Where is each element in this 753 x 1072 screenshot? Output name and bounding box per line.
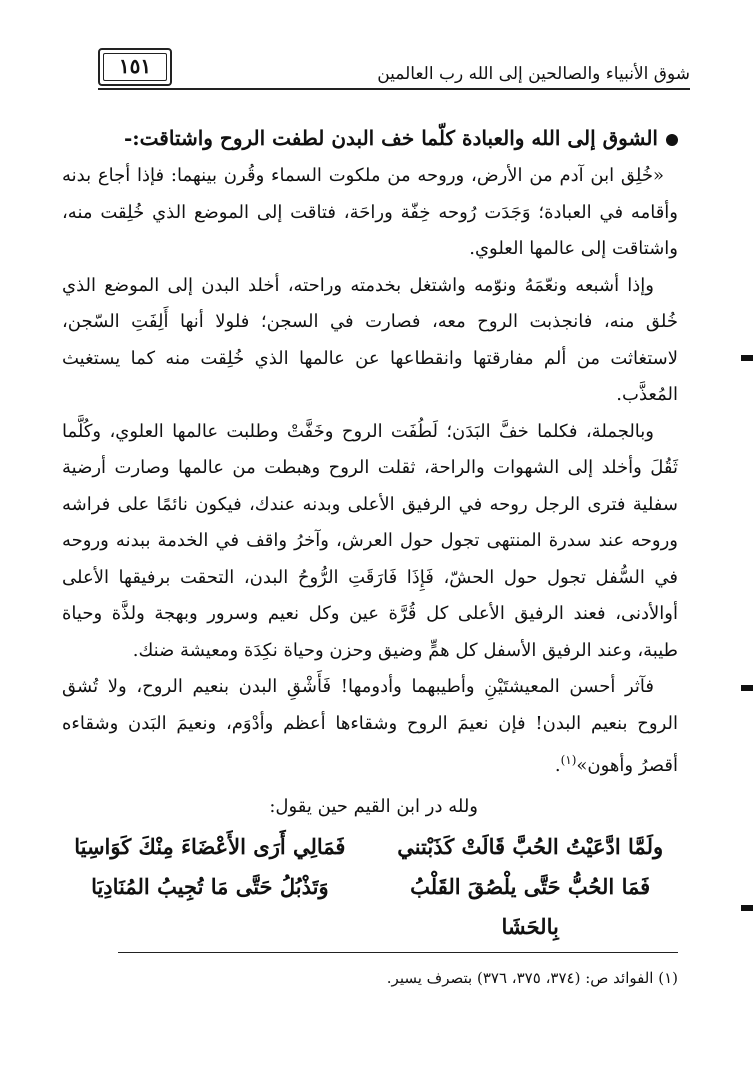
paragraph-text: فآثر أحسن المعيشتَيْنِ وأطيبهما وأدومها! فَأَشْقِ البدن بنعيم الروح، ولا تُشق الروح بنعيم البدن! فإن نعيمَ الروح وشقاءها أعظم وأدْوَم، ونعيمَ البَدن وشقاءه أقصرُ وأهون»: [62, 676, 678, 776]
section-heading: [62, 120, 678, 156]
poem-intro: ولله در ابن القيم حين يقول:: [269, 795, 478, 817]
verse-first-hemistich: ولَمَّا ادَّعَيْتُ الحُبَّ قَالَتْ كَذَبْتني: [397, 833, 664, 859]
verse-second-hemistich: فَمَالِي أَرَى الأَعْضَاءَ مِنْكَ كَوَاسِيَا: [74, 833, 346, 859]
margin-mark: [741, 905, 753, 911]
paragraph: وإذا أشبعه ونعّمَهُ ونوّمه واشتغل بخدمته وراحته، أخلد البدن إلى الموضع الذي خُلق منه، فانجذبت الروح معه، فصارت في السجن؛ فلولا أنها أَلِفَتِ السّجن، لاستغاثت من ألم مفارقتها وانقطاعها عن عالمها الذي خُلِقت منه كما يستغيث المُعذَّب.: [62, 274, 678, 405]
page-number: ١٥١: [118, 54, 152, 78]
verse-second-hemistich: وَتَذْبُلُ حَتَّى مَا تُجِيبُ المُنَادِيَا: [91, 873, 329, 899]
running-title: شوق الأنبياء والصالحين إلى الله رب العالمين: [377, 64, 690, 84]
verse-first-hemistich: فَمَا الحُبُّ حَتَّى يلْصُقَ القَلْبُ بِالحَشَا: [410, 873, 651, 939]
poem-verse: [62, 867, 678, 947]
page-number-frame: [98, 48, 172, 86]
poem: [62, 827, 678, 947]
main-text: [62, 120, 678, 947]
page-header: [80, 38, 690, 108]
footnote-divider: [118, 952, 678, 953]
bullet-icon: [666, 134, 678, 146]
header-divider: [98, 88, 690, 90]
footnote-reference[interactable]: (١): [560, 753, 577, 767]
poem-verse: [62, 827, 678, 867]
paragraph: فآثر أحسن المعيشتَيْنِ وأطيبهما وأدومها! فَأَشْقِ البدن بنعيم الروح، ولا تُشق الروح بنعيم البدن! فإن نعيمَ الروح وشقاءها أعظم وأدْوَم، ونعيمَ البَدن وشقاءه أقصرُ وأهون»$^{(١)}$.: [62, 676, 678, 776]
margin-mark: [741, 685, 753, 691]
paragraph: وبالجملة، فكلما خفَّ البَدَن؛ لَطُفَت الروح وخَفَّتْ وطلبت عالمها العلوي، وكُلَّما ثَقُلَ وأخلد إلى الشهوات والراحة، ثقلت الروح وهبطت من عالمها وصارت أرضية سفلية فترى الرجل روحه في الرفيق الأعلى وبدنه عندك، فيكون نائمًا على فراشه وروحه عند سدرة المنتهى تجول حول العرش، وآخرُ واقف في الخدمة ببدنه وروحه في السُّفل تجول حول الحشّ، فَإِذَا فَارَقَتِ الرُّوحُ البدن، التحقت برفيقها الأعلى أوالأدنى، فعند الرفيق الأعلى كل قُرَّة عين وكل نعيم وسرور وبهجة ولذَّة وحياة طيبة، وعند الرفيق الأسفل كل همٍّ وضيق وحزن وحياة نكِدَة ومعيشة ضنك.: [62, 420, 678, 661]
footnote: (١) الفوائد ص: (٣٧٤، ٣٧٥، ٣٧٦) بتصرف يسير.: [386, 969, 678, 987]
paragraph: «خُلِق ابن آدم من الأرض، وروحه من ملكوت السماء وقُرن بينهما: فإذا أجاع بدنه وأقامه في العبادة؛ وَجَدَت رُوحه خِفّة وراحَة، فتاقت إلى الموضع الذي خُلِقت منه، واشتاقت إلى عالمها العلوي.: [62, 165, 678, 259]
section-heading-text: الشوق إلى الله والعبادة كلّما خف البدن لطفت الروح واشتاقت:-: [123, 126, 658, 150]
margin-mark: [741, 355, 753, 361]
